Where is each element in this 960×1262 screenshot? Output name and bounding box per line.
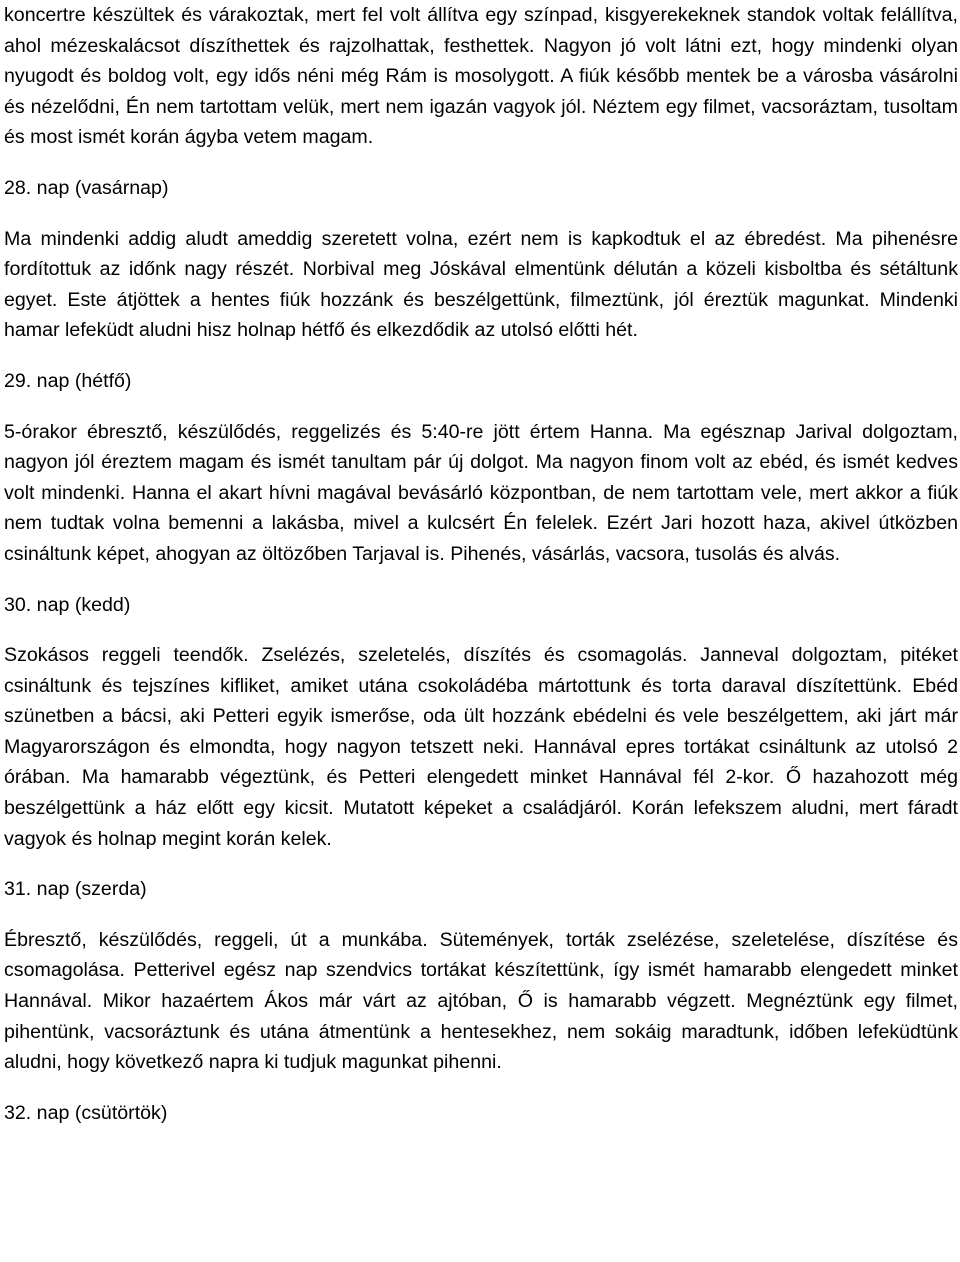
diary-paragraph: koncertre készültek és várakoztak, mert fel volt állítva egy színpad, kisgyerekeknek standok voltak felállítva, ahol mézeskalácsot díszíthettek és rajzolhattak, festhettek. Nagyon jó volt látni ezt, hogy mindenki olyan nyugodt és boldog volt, egy idős néni még Rám is mosolygott. A fiúk később mentek be a városba vásárolni és nézelődni, Én nem tartottam velük, mert nem igazán vagyok jól. Néztem egy filmet, vacsoráztam, tusoltam és most ismét korán ágyba vetem magam.	[4, 4, 958, 149]
paragraph-gap	[4, 620, 958, 640]
diary-paragraph: Ma mindenki addig aludt ameddig szeretett volna, ezért nem is kapkodtuk el az ébredést. Ma pihenésre fordítottuk az időnk nagy részét. Norbival meg Jóskával elmentünk délután a közeli kisboltba és sétáltunk egyet. Este átjöttek a hentes fiúk hozzánk és beszélgettünk, filmeztünk, jól éreztük magunkat. Mindenki hamar lefeküdt aludni hisz holnap hétfő és elkezdődik az utolsó előtti hét.	[4, 227, 958, 342]
day-heading: 30. nap (kedd)	[4, 593, 131, 616]
diary-paragraph: Szokásos reggeli teendők. Zselézés, szeletelés, díszítés és csomagolás. Janneval dolgoztam, pitéket csináltunk és tejszínes kifliket, amiket utána csokoládéba mártottunk és torta daraval díszítettünk. Ebéd szünetben a bácsi, aki Petteri egyik ismerőse, oda ült hozzánk ebédelni és vele beszélgettem, aki járt már Magyarországon és elmondta, hogy nagyon tetszett neki. Hannával epres tortákat csináltunk az utolsó 2 órában. Ma hamarabb végeztünk, és Petteri elengedett minket Hannával fél 2-kor. Ő hazahozott még beszélgettünk a ház előtt egy kicsit. Mutatott képeket a családjáról. Korán lefekszem aludni, mert fáradt vagyok és holnap megint korán kelek.	[4, 644, 958, 850]
paragraph-gap	[4, 570, 958, 590]
paragraph-gap	[4, 397, 958, 417]
paragraph-gap	[4, 854, 958, 874]
document-page	[4, 0, 958, 1128]
paragraph-gap	[4, 204, 958, 224]
day-heading: 31. nap (szerda)	[4, 878, 147, 901]
day-heading: 29. nap (hétfő)	[4, 369, 132, 392]
diary-paragraph: 5-órakor ébresztő, készülődés, reggelizés és 5:40-re jött értem Hanna. Ma egésznap Jarival dolgoztam, nagyon jól éreztem magam és ismét tanultam pár új dolgot. Ma nagyon finom volt az ebéd, és ismét kedves volt mindenki. Hanna el akart hívni magával bevásárló központban, de nem tartottam vele, mert akkor a fiúk nem tudtak volna bemenni a lakásba, mivel a kulcsért Én felelek. Ezért Jari hozott haza, akivel útközben csináltunk képet, ahogyan az öltözőben Tarjaval is. Pihenés, vásárlás, vacsora, tusolás és alvás.	[4, 420, 958, 565]
paragraph-gap	[4, 346, 958, 366]
day-heading: 32. nap (csütörtök)	[4, 1101, 168, 1124]
paragraph-gap	[4, 153, 958, 173]
day-heading: 28. nap (vasárnap)	[4, 176, 169, 199]
paragraph-gap	[4, 1078, 958, 1098]
diary-paragraph: Ébresztő, készülődés, reggeli, út a munkába. Sütemények, torták zselézése, szeletelése, díszítése és csomagolása. Petterivel egész nap szendvics tortákat készítettünk, így ismét hamarabb elengedett minket Hannával. Mikor hazaértem Ákos már várt az ajtóban, Ő is hamarabb végzett. Megnéztünk egy filmet, pihentünk, vacsoráztunk és utána átmentünk a hentesekhez, nem sokáig maradtunk, időben lefeküdtünk aludni, hogy következő napra ki tudjuk magunkat pihenni.	[4, 928, 958, 1074]
paragraph-gap	[4, 905, 958, 925]
